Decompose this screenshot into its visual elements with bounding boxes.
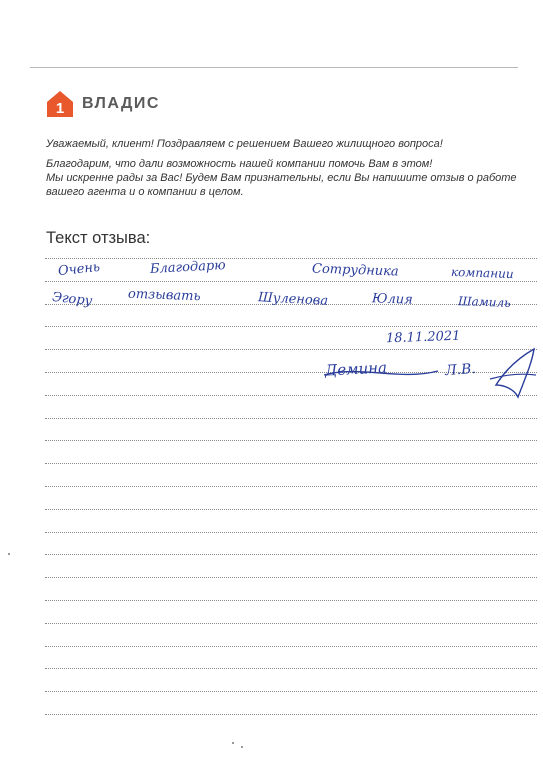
handwritten-date: 18.11.2021 <box>385 328 461 347</box>
handwritten-word: компании <box>450 264 514 282</box>
ruled-line <box>45 691 537 692</box>
brand-name: ВЛАДИС <box>82 95 160 112</box>
ruled-line <box>45 304 537 305</box>
greeting-text: Уважаемый, клиент! Поздравляем с решением Вашего жилищного вопроса! <box>46 138 443 150</box>
paper-speck <box>232 742 234 744</box>
ruled-line <box>45 577 537 578</box>
ruled-line <box>45 440 537 441</box>
review-ruled-lines <box>45 258 537 738</box>
intro-line: Мы искренне рады за Вас! Будем Вам признательны, если Вы напишите отзыв о работе <box>46 172 517 184</box>
ruled-line <box>45 281 537 282</box>
intro-line: Благодарим, что дали возможность нашей компании помочь Вам в этом! <box>46 158 433 170</box>
handwritten-word: Благодарю <box>149 258 227 277</box>
paper-speck <box>8 553 10 555</box>
handwritten-word: Шамиль <box>457 294 511 310</box>
intro-paragraph <box>46 157 516 199</box>
ruled-line <box>45 554 537 555</box>
ruled-line <box>45 486 537 487</box>
ruled-line <box>45 646 537 647</box>
review-title: Текст отзыва: <box>46 229 151 247</box>
signature-initials: Л.В. <box>444 360 477 380</box>
paper-speck <box>241 746 243 748</box>
ruled-line <box>45 395 537 396</box>
handwritten-word: Эгору <box>51 289 93 310</box>
ruled-line <box>45 326 537 327</box>
ruled-line <box>45 623 537 624</box>
signature-name: Демина <box>324 358 388 380</box>
ruled-line <box>45 600 537 601</box>
ruled-line <box>45 372 537 373</box>
house-logo-icon <box>46 90 74 118</box>
brand-header <box>46 90 160 118</box>
ruled-line <box>45 668 537 669</box>
handwritten-word: Шуленова <box>257 290 329 309</box>
top-divider <box>30 67 518 68</box>
ruled-line <box>45 509 537 510</box>
ruled-line <box>45 714 537 715</box>
handwritten-word: Сотрудника <box>311 261 399 280</box>
handwritten-word: отзывать <box>127 286 201 305</box>
ruled-line <box>45 418 537 419</box>
ruled-line <box>45 258 537 259</box>
logo-digit: 1 <box>55 100 65 117</box>
handwritten-word: Юлия <box>371 291 414 308</box>
ruled-line <box>45 349 537 350</box>
handwritten-word: Очень <box>57 259 101 280</box>
ruled-line <box>45 532 537 533</box>
intro-line: вашего агента и о компании в целом. <box>46 186 244 198</box>
ruled-line <box>45 463 537 464</box>
